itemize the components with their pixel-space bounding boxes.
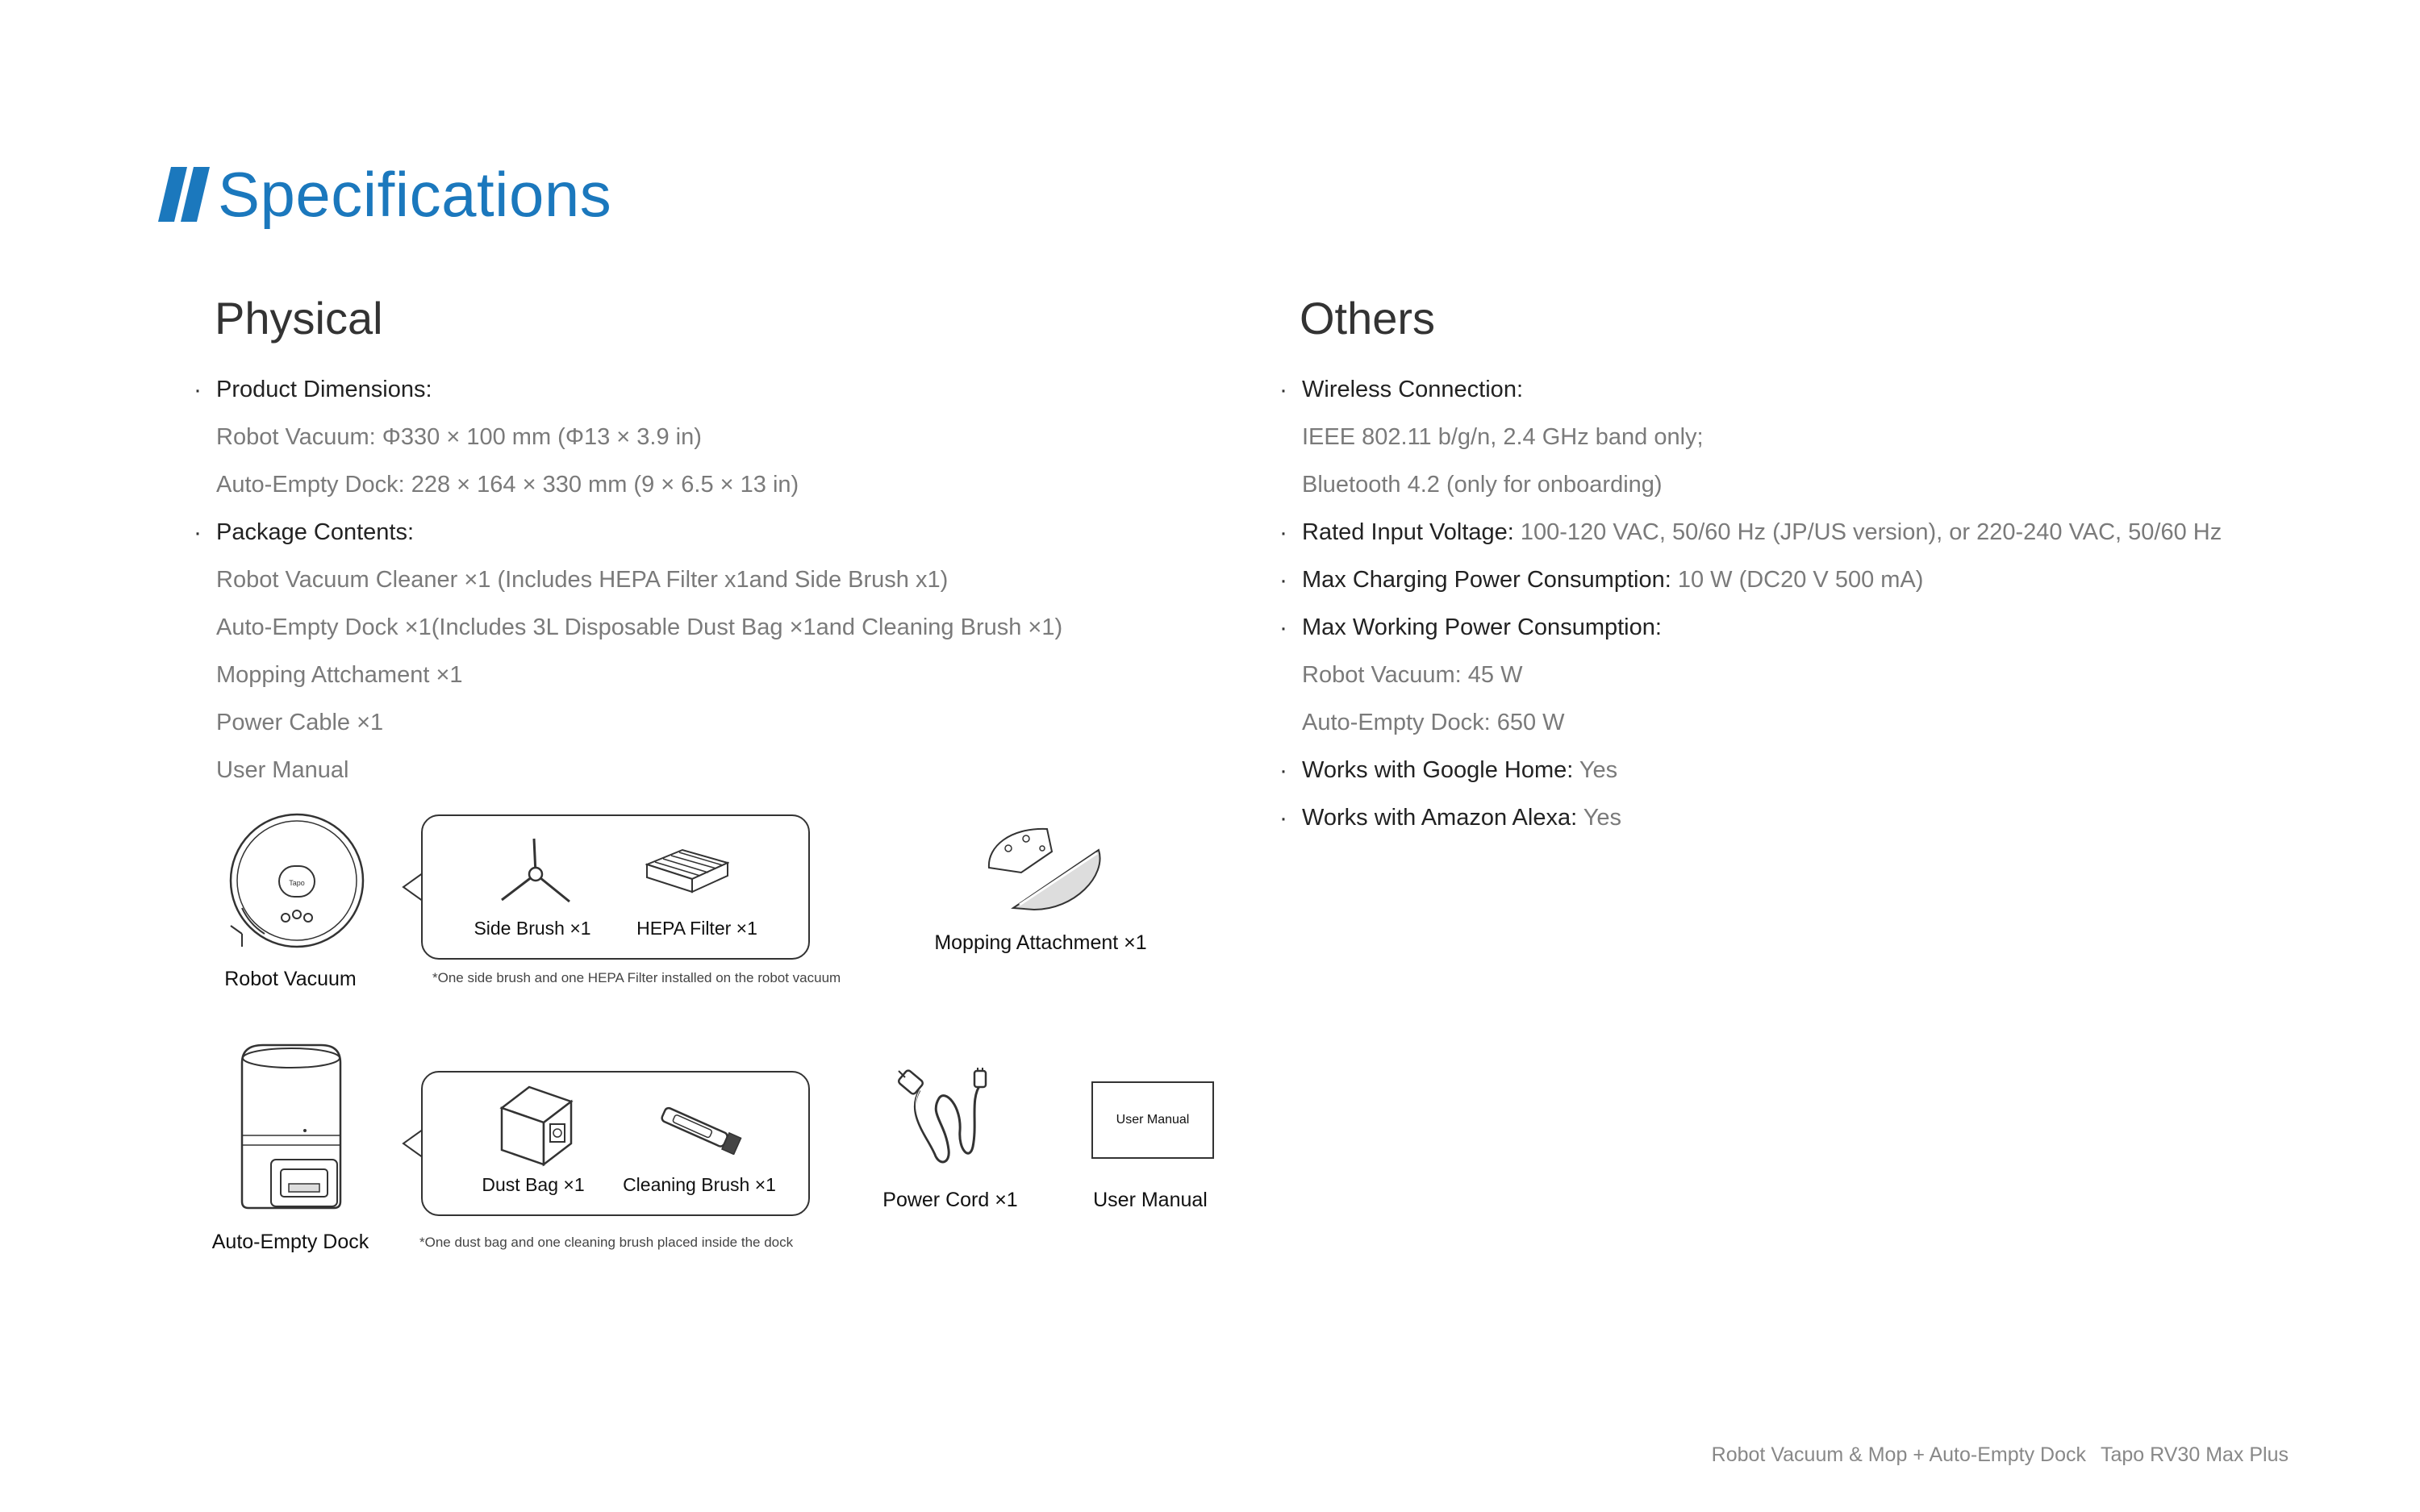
side-brush-caption: Side Brush ×1 — [474, 918, 591, 939]
physical-spec-row — [216, 461, 1265, 509]
others-spec-list — [1302, 366, 2310, 842]
physical-spec-row — [216, 604, 1265, 652]
spec-label: Works with Google Home: — [1302, 757, 1579, 783]
footer-product-line: Robot Vacuum & Mop + Auto-Empty Dock — [1711, 1443, 2086, 1466]
cleaning-brush-caption: Cleaning Brush ×1 — [623, 1174, 776, 1195]
mopping-attachment-illustration — [986, 819, 1104, 913]
spec-value: Mopping Attchament ×1 — [216, 662, 463, 688]
others-spec-row — [1302, 556, 2310, 604]
physical-spec-row — [216, 414, 1265, 461]
power-cord-illustration — [897, 1066, 991, 1166]
spec-value: Bluetooth 4.2 (only for onboarding) — [1302, 472, 1663, 498]
page-title: Specifications — [218, 158, 612, 230]
spec-label: Max Working Power Consumption: — [1302, 614, 1662, 640]
spec-label: Package Contents: — [216, 519, 415, 545]
footer-model: Tapo RV30 Max Plus — [2101, 1443, 2289, 1466]
spec-value: Robot Vacuum: 45 W — [1302, 662, 1523, 688]
spec-label: Works with Amazon Alexa: — [1302, 805, 1583, 831]
auto-empty-dock-caption: Auto-Empty Dock — [211, 1231, 369, 1253]
robot-logo-text: Tapo — [289, 879, 305, 887]
user-manual-caption: User Manual — [1093, 1189, 1208, 1211]
others-spec-row — [1302, 699, 2310, 747]
page-footer — [1712, 1443, 2289, 1467]
physical-spec-row — [216, 652, 1265, 699]
physical-heading: Physical — [215, 293, 383, 344]
others-spec-row — [1302, 747, 2310, 794]
hepa-filter-illustration — [645, 847, 729, 895]
spec-value: Auto-Empty Dock: 650 W — [1302, 710, 1565, 735]
dust-bag-caption: Dust Bag ×1 — [482, 1174, 585, 1195]
dust-bag-illustration — [499, 1084, 574, 1168]
spec-label: Product Dimensions: — [216, 377, 432, 402]
spec-value: 10 W (DC20 V 500 mA) — [1677, 567, 1924, 593]
robot-vacuum-illustration — [218, 813, 379, 956]
spec-value: User Manual — [216, 757, 349, 783]
dock-accessories-note: *One dust bag and one cleaning brush placed inside the dock — [419, 1235, 794, 1250]
spec-value: Robot Vacuum: Φ330 × 100 mm (Φ13 × 3.9 in) — [216, 424, 702, 450]
others-heading: Others — [1300, 293, 1436, 344]
physical-spec-row — [216, 747, 1265, 794]
double-slash-icon — [158, 162, 211, 227]
others-spec-row — [1302, 509, 2310, 556]
spec-label: Max Charging Power Consumption: — [1302, 567, 1678, 593]
spec-value: Yes — [1583, 805, 1622, 831]
robot-vacuum-caption: Robot Vacuum — [224, 968, 357, 990]
spec-value: Auto-Empty Dock: 228 × 164 × 330 mm (9 × 6.5 × 13 in) — [216, 472, 799, 498]
mopping-attachment-caption: Mopping Attachment ×1 — [934, 931, 1147, 954]
side-brush-illustration — [494, 835, 574, 908]
cleaning-brush-illustration — [655, 1106, 745, 1155]
others-spec-row — [1302, 366, 2310, 414]
others-spec-row — [1302, 461, 2310, 509]
spec-value: IEEE 802.11 b/g/n, 2.4 GHz band only; — [1302, 424, 1704, 450]
page-title-block — [158, 158, 611, 231]
hepa-filter-caption: HEPA Filter ×1 — [636, 918, 757, 939]
physical-spec-list — [216, 366, 1265, 794]
robot-accessories-note: *One side brush and one HEPA Filter installed on the robot vacuum — [432, 970, 841, 985]
others-spec-row — [1302, 414, 2310, 461]
spec-value: 100-120 VAC, 50/60 Hz (JP/US version), or 220-240 VAC, 50/60 Hz — [1520, 519, 2222, 545]
spec-value: Yes — [1579, 757, 1618, 783]
spec-value: Auto-Empty Dock ×1(Includes 3L Disposable Dust Bag ×1and Cleaning Brush ×1) — [216, 614, 1063, 640]
spec-label: Rated Input Voltage: — [1302, 519, 1521, 545]
physical-spec-row — [216, 509, 1265, 556]
auto-empty-dock-illustration — [231, 1040, 352, 1211]
user-manual-illustration: User Manual — [1091, 1081, 1214, 1159]
others-spec-row — [1302, 652, 2310, 699]
power-cord-caption: Power Cord ×1 — [882, 1189, 1018, 1211]
physical-spec-row — [216, 556, 1265, 604]
physical-spec-row — [216, 366, 1265, 414]
spec-value: Robot Vacuum Cleaner ×1 (Includes HEPA Filter x1and Side Brush x1) — [216, 567, 949, 593]
others-spec-row — [1302, 794, 2310, 842]
physical-spec-row — [216, 699, 1265, 747]
spec-value: Power Cable ×1 — [216, 710, 384, 735]
others-spec-row — [1302, 604, 2310, 652]
spec-label: Wireless Connection: — [1302, 377, 1523, 402]
